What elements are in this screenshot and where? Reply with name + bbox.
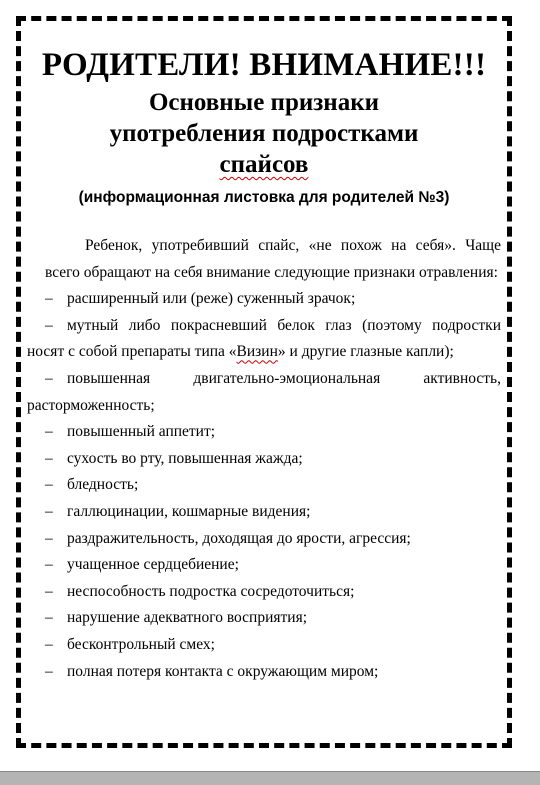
subtitle-line-3 — [21, 149, 507, 180]
list-item — [27, 419, 501, 446]
list-item-text: раздражительность, доходящая до ярости, агрессия; — [67, 529, 411, 547]
subtitle-line-3-text: спайсов — [219, 151, 309, 178]
list-item — [27, 659, 501, 686]
list-item-highlight: Визин — [236, 343, 278, 361]
list-item-text: учащенное сердцебиение; — [67, 556, 239, 574]
list-item-text: повышенная двигательно-эмоциональная активность, расторможенность; — [27, 369, 501, 414]
list-dash: – — [45, 502, 53, 520]
bottom-scroll-area — [0, 772, 540, 785]
list-dash: – — [45, 290, 53, 308]
list-item-text: неспособность подростка сосредоточиться; — [67, 582, 355, 600]
list-dash: – — [45, 316, 53, 334]
list-item-text: полная потеря контакта с окружающим миром; — [67, 662, 379, 680]
list-dash: – — [45, 529, 53, 547]
subtitle-line-2: употребления подростками — [109, 120, 419, 147]
list-dash: – — [45, 449, 53, 467]
intro-paragraph: Ребенок, употребивший спайс, «не похож на себя». Чаще всего обращают на себя внимание следующие признаки отравления: — [45, 237, 501, 281]
list-item-text: бледность; — [67, 476, 139, 494]
subtitle-line-1: Основные признаки — [148, 89, 380, 116]
list-dash: – — [45, 635, 53, 653]
list-item — [27, 446, 501, 473]
list-item — [27, 579, 501, 606]
list-item — [27, 499, 501, 526]
list-dash: – — [45, 556, 53, 574]
leaflet-note: (информационная листовка для родителей №3) — [78, 189, 450, 206]
list-item-text: бесконтрольный смех; — [67, 635, 215, 653]
page-title: РОДИТЕЛИ! ВНИМАНИЕ!!! — [41, 47, 487, 83]
list-item-text: повышенный аппетит; — [67, 423, 216, 441]
list-dash: – — [45, 369, 53, 387]
list-dash: – — [45, 582, 53, 600]
symptom-list — [27, 286, 501, 685]
leaflet-page — [16, 16, 512, 748]
list-item-text: нарушение адекватного восприятия; — [67, 609, 308, 627]
body-text — [21, 233, 507, 685]
list-item-text: сухость во рту, повышенная жажда; — [67, 449, 303, 467]
list-dash: – — [45, 476, 53, 494]
list-item — [27, 605, 501, 632]
list-item-text: галлюцинации, кошмарные видения; — [67, 502, 311, 520]
page-subtitle — [21, 87, 507, 180]
list-item — [27, 526, 501, 553]
list-dash: – — [45, 662, 53, 680]
list-item — [27, 552, 501, 579]
list-dash: – — [45, 423, 53, 441]
list-item-text-after: » и другие глазные капли); — [277, 343, 454, 361]
list-item — [27, 313, 501, 366]
list-item — [27, 286, 501, 313]
list-item-text: расширенный или (реже) суженный зрачок; — [67, 290, 356, 308]
list-item — [27, 472, 501, 499]
list-item-text: мутный либо покрасневший белок глаз (поэтому подростки носят с собой препараты типа « — [27, 316, 501, 361]
list-dash: – — [45, 609, 53, 627]
list-item — [27, 632, 501, 659]
list-item — [27, 366, 501, 419]
